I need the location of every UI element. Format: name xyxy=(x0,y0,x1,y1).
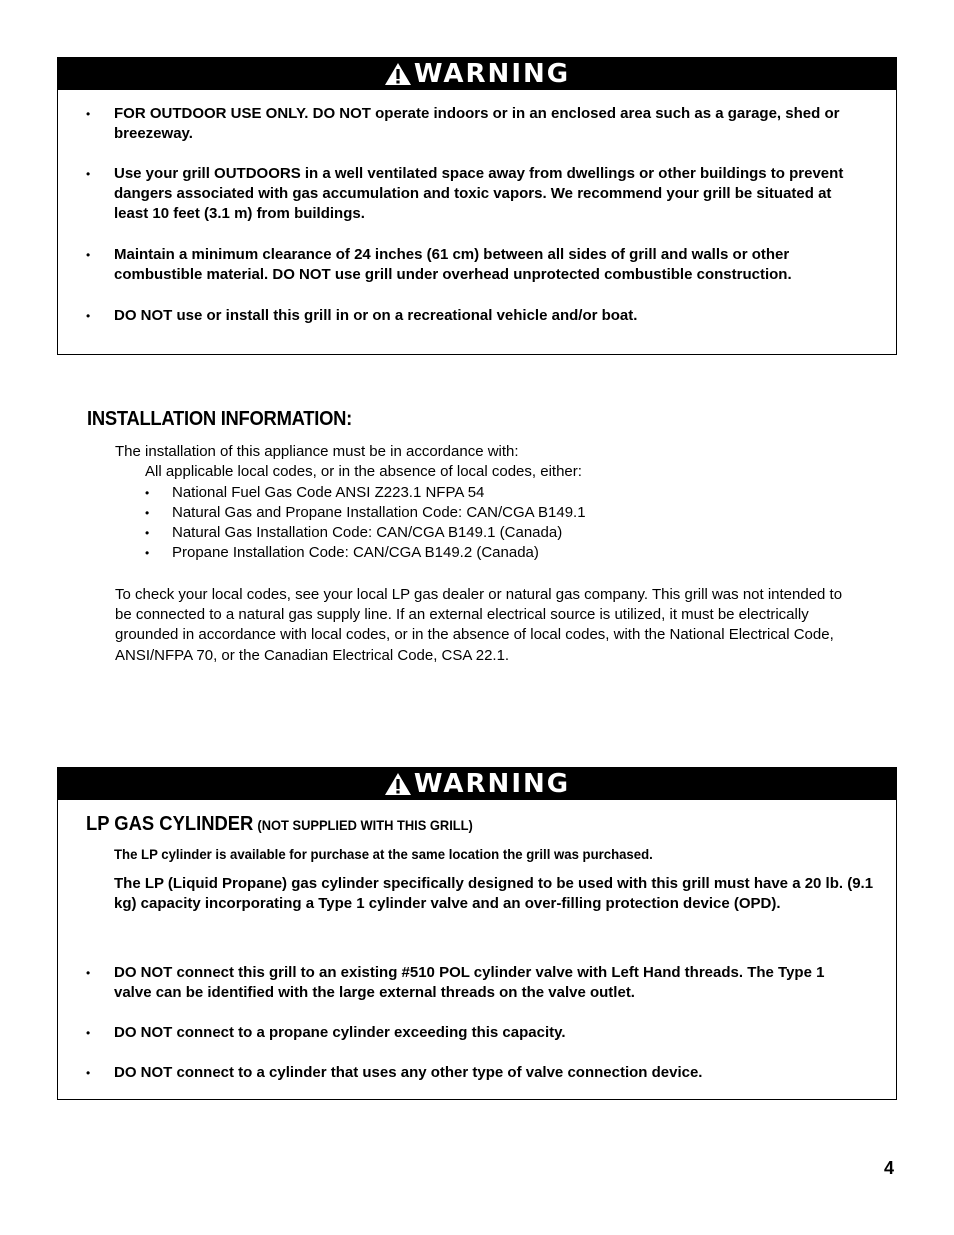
warning-item: • DO NOT connect to a propane cylinder exceeding this capacity. xyxy=(58,1023,896,1043)
installation-body xyxy=(115,442,875,666)
warning-list xyxy=(58,963,896,1083)
installation-heading: INSTALLATION INFORMATION: xyxy=(87,408,352,430)
code-item: • Natural Gas Installation Code: CAN/CGA B149.1 (Canada) xyxy=(172,523,875,543)
warning-item: • Use your grill OUTDOORS in a well ventilated space away from dwellings or other buildings to prevent dangers associated with gas accumulation and toxic vapors. We recommend your grill be situated at least 10 feet (3.1 m) from buildings. xyxy=(58,164,896,224)
warning-header xyxy=(58,768,896,800)
installation-intro: The installation of this appliance must be in accordance with: xyxy=(115,443,519,460)
code-item: • Propane Installation Code: CAN/CGA B149.2 (Canada) xyxy=(172,543,875,563)
lp-gas-cylinder-title xyxy=(86,813,473,836)
installation-sub-intro: All applicable local codes, or in the absence of local codes, either: xyxy=(145,463,582,481)
warning-label: WARNING xyxy=(413,769,571,799)
code-item: • Natural Gas and Propane Installation Code: CAN/CGA B149.1 xyxy=(172,503,875,523)
code-item: • National Fuel Gas Code ANSI Z223.1 NFPA 54 xyxy=(172,483,875,503)
warning-header xyxy=(58,58,896,90)
warning-box-outdoor xyxy=(57,57,897,355)
installation-paragraph: To check your local codes, see your local LP gas dealer or natural gas company. This grill was not intended to be connected to a natural gas supply line. If an external electrical source is utilized, it must be electrically grounded in accordance with local codes, or in the absence of local codes, with the National Electrical Code, ANSI/NFPA 70, or the Canadian Electrical Code, CSA 22.1. xyxy=(115,585,843,664)
lp-cylinder-description: The LP (Liquid Propane) gas cylinder specifically designed to be used with this grill must have a 20 lb. (9.1 kg) capacity incorporating a Type 1 cylinder valve and an over-filling protection device (OPD). xyxy=(114,875,874,912)
warning-item: • DO NOT connect this grill to an existing #510 POL cylinder valve with Left Hand threads. The Type 1 valve can be identified with the large external threads on the valve outlet. xyxy=(58,963,896,1003)
warning-triangle-icon xyxy=(384,772,412,796)
lp-title-note: (NOT SUPPLIED WITH THIS GRILL) xyxy=(257,817,473,833)
code-list xyxy=(115,483,875,564)
warning-item: • Maintain a minimum clearance of 24 inches (61 cm) between all sides of grill and walls or other combustible material. DO NOT use grill under overhead unprotected combustible construction. xyxy=(58,245,896,285)
warning-item: • DO NOT connect to a cylinder that uses any other type of valve connection device. xyxy=(58,1063,896,1083)
warning-item: • FOR OUTDOOR USE ONLY. DO NOT operate indoors or in an enclosed area such as a garage, shed or breezeway. xyxy=(58,104,896,144)
lp-availability-note: The LP cylinder is available for purchase at the same location the grill was purchased. xyxy=(114,846,653,862)
warning-box-lp-cylinder xyxy=(57,767,897,1100)
warning-item: • DO NOT use or install this grill in or on a recreational vehicle and/or boat. xyxy=(58,306,896,326)
warning-label: WARNING xyxy=(413,59,571,89)
warning-list xyxy=(58,104,896,326)
page-number: 4 xyxy=(884,1158,895,1178)
lp-title-main: LP GAS CYLINDER xyxy=(86,813,254,835)
warning-triangle-icon xyxy=(384,62,412,86)
